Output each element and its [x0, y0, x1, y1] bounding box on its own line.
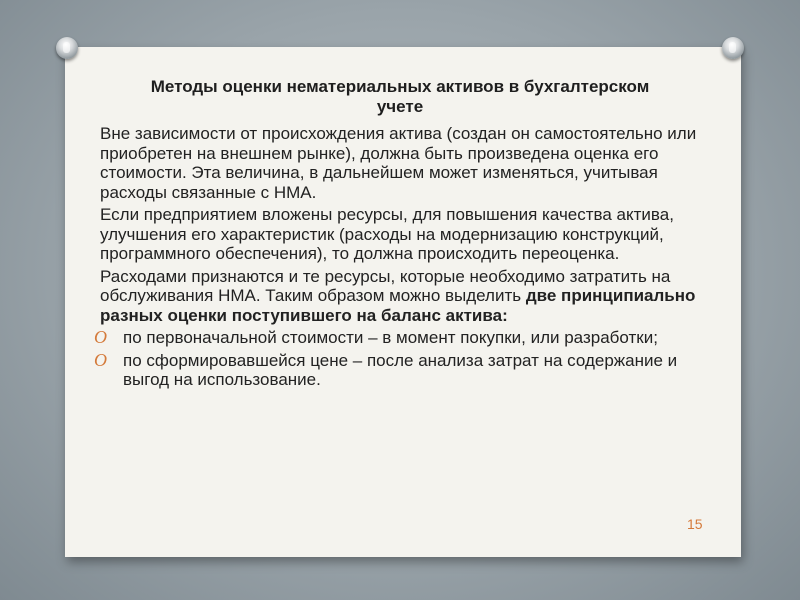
paragraph-2: Если предприятием вложены ресурсы, для повышения качества актива, улучшения его характеристик (расходы на модернизацию конструкций, программного обеспечения), то должна происходить переоценка. — [100, 205, 674, 263]
pushpin-icon — [722, 37, 744, 59]
list-item — [94, 349, 711, 390]
pushpin-icon — [56, 37, 78, 59]
paragraph-3 — [99, 267, 711, 326]
bullet-list — [94, 327, 711, 390]
list-item — [94, 327, 711, 348]
bullet-marker-icon: O — [94, 349, 107, 370]
slide-title: Методы оценки нематериальных активов в бухгалтерском учете — [150, 77, 650, 116]
bullet-text: по сформировавшейся цене – после анализа затрат на содержание и выгод на использование. — [123, 350, 678, 389]
bullet-text: по первоначальной стоимости – в момент покупки, или разработки; — [123, 328, 658, 347]
paragraph-3-emphasis: две принципиально разных оценки поступившего на баланс актива: — [100, 286, 696, 325]
page-number: 15 — [687, 516, 703, 532]
paragraph-3-text: Расходами признаются и те ресурсы, которые необходимо затратить на обслуживания НМА. Таким образом можно выделить — [100, 266, 671, 305]
paragraph-1: Вне зависимости от происхождения актива (создан он самостоятельно или приобретен на внешнем рынке), должна быть произведена оценка его стоимости. Эта величина, в дальнейшем может изменяться, учитывая расходы связанные с НМА. — [100, 124, 697, 202]
bullet-marker-icon: O — [94, 327, 107, 347]
slide-body — [94, 124, 711, 393]
